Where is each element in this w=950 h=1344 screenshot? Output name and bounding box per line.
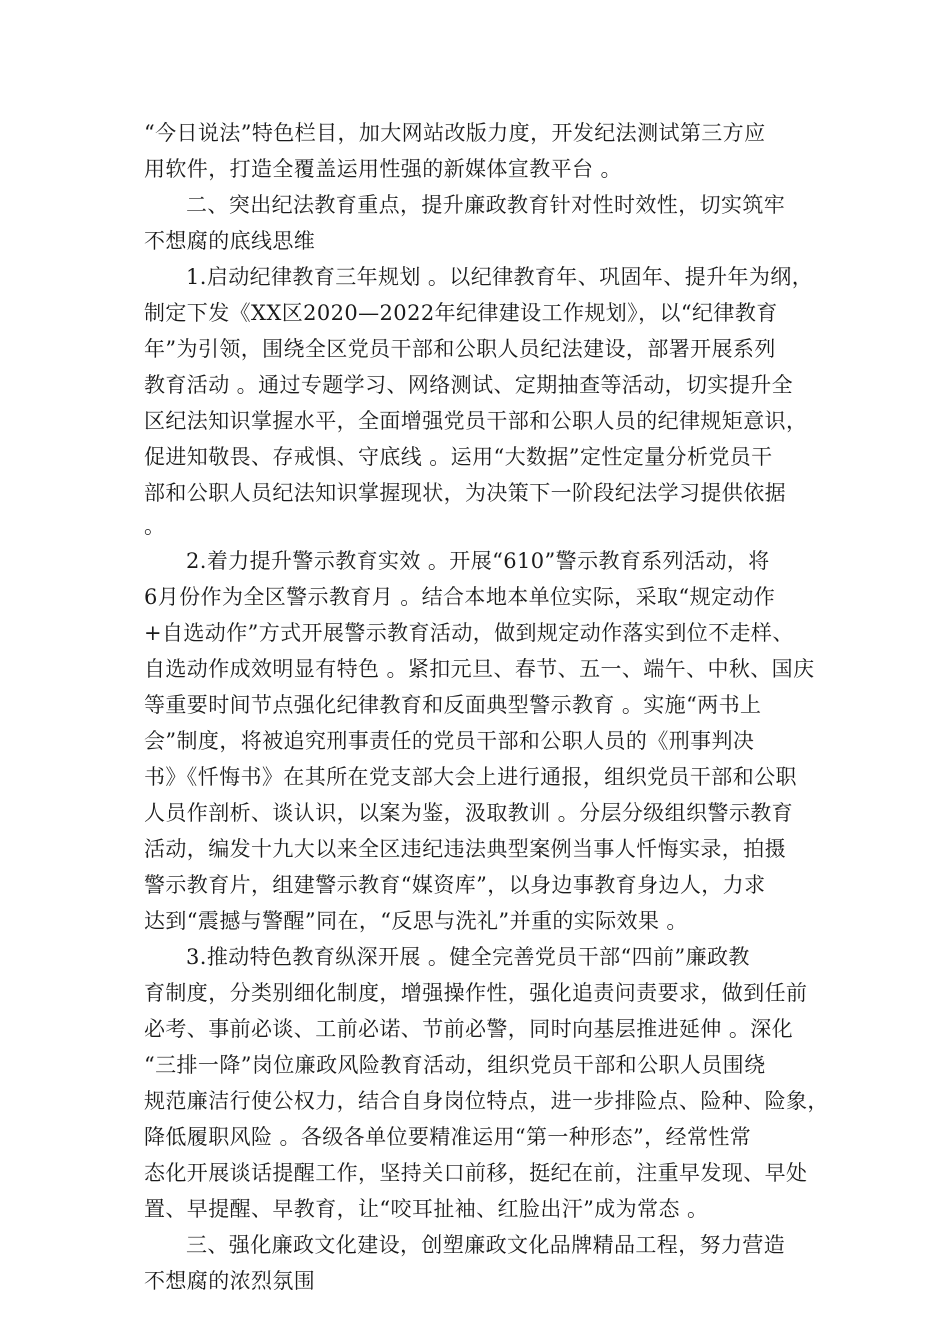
paragraph-first-line: 3.推动特色教育纵深开展 。健全完善党员干部“四前”廉政教 bbox=[186, 945, 750, 969]
section-heading-line: 三、强化廉政文化建设，创塑廉政文化品牌精品工程，努力营造 bbox=[186, 1233, 786, 1257]
section-heading-line: 二、突出纪法教育重点，提升廉政教育针对性时效性，切实筑牢 bbox=[186, 193, 786, 217]
text-line: 自选动作成效明显有特色 。紧扣元旦、春节、五一、端午、中秋、国庆 bbox=[144, 657, 815, 681]
text-line: 人员作剖析、谈认识，以案为鉴，汲取教训 。分层分级组织警示教育 bbox=[144, 801, 794, 825]
text-line: 会”制度，将被追究刑事责任的党员干部和公职人员的《刑事判决 bbox=[144, 729, 755, 753]
text-line: 促进知敬畏、存戒惧、守底线 。运用“大数据”定性定量分析党员干 bbox=[144, 445, 773, 469]
text-line: “三排一降”岗位廉政风险教育活动，组织党员干部和公职人员围绕 bbox=[144, 1053, 766, 1077]
text-line: “今日说法”特色栏目，加大网站改版力度，开发纪法测试第三方应 bbox=[144, 121, 766, 145]
text-line: 书》《忏悔书》在其所在党支部大会上进行通报，组织党员干部和公职 bbox=[144, 765, 797, 789]
text-line: 用软件，打造全覆盖运用性强的新媒体宣教平台 。 bbox=[144, 157, 622, 181]
text-line: 6月份作为全区警示教育月 。结合本地本单位实际，采取“规定动作 bbox=[144, 585, 776, 609]
text-line: 达到“震撼与警醒”同在，“反思与洗礼”并重的实际效果 。 bbox=[144, 909, 688, 933]
text-line: 。 bbox=[144, 514, 166, 538]
text-line: 育制度，分类别细化制度，增强操作性，强化追责问责要求，做到任前 bbox=[144, 981, 808, 1005]
text-line: 活动，编发十九大以来全区违纪违法典型案例当事人忏悔实录，拍摄 bbox=[144, 837, 786, 861]
text-line: 态化开展谈话提醒工作，坚持关口前移，挺纪在前，注重早发现、早处 bbox=[144, 1161, 808, 1185]
text-line: 置、早提醒、早教育，让“咬耳扯袖、红脸出汗”成为常态 。 bbox=[144, 1197, 709, 1221]
text-line: 区纪法知识掌握水平，全面增强党员干部和公职人员的纪律规矩意识， bbox=[144, 409, 808, 433]
text-line: 警示教育片，组建警示教育“媒资库”，以身边事教育身边人，力求 bbox=[144, 873, 766, 897]
text-line: 教育活动 。通过专题学习、网络测试、定期抽查等活动，切实提升全 bbox=[144, 373, 794, 397]
text-line: 规范廉洁行使公权力，结合自身岗位特点，进一步排险点、险种、险象， bbox=[144, 1089, 829, 1113]
text-line: +自选动作”方式开展警示教育活动，做到规定动作落实到位不走样、 bbox=[144, 621, 794, 645]
section-heading-line: 不想腐的底线思维 bbox=[144, 229, 316, 253]
text-line: 制定下发《XX区2020—2022年纪律建设工作规划》，以“纪律教育 bbox=[144, 301, 778, 325]
text-line: 降低履职风险 。各级各单位要精准运用“第一种形态”，经常性常 bbox=[144, 1125, 752, 1149]
text-line: 等重要时间节点强化纪律教育和反面典型警示教育 。实施“两书上 bbox=[144, 693, 762, 717]
section-heading-line: 不想腐的浓烈氛围 bbox=[144, 1269, 316, 1293]
text-line: 部和公职人员纪法知识掌握现状，为决策下一阶段纪法学习提供依据 bbox=[144, 481, 786, 505]
paragraph-first-line: 1.启动纪律教育三年规划 。以纪律教育年、巩固年、提升年为纲， bbox=[186, 265, 814, 289]
paragraph-first-line: 2.着力提升警示教育实效 。开展“610”警示教育系列活动，将 bbox=[186, 549, 770, 573]
text-line: 年”为引领，围绕全区党员干部和公职人员纪法建设，部署开展系列 bbox=[144, 337, 776, 361]
text-line: 必考、事前必谈、工前必诺、节前必警，同时向基层推进延伸 。深化 bbox=[144, 1017, 794, 1041]
